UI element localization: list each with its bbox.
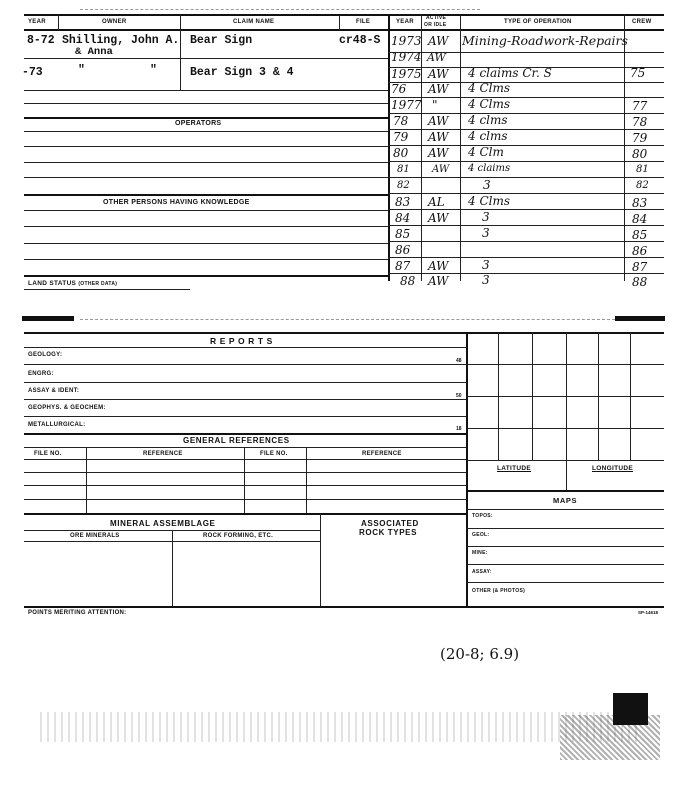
other-persons-line-3 xyxy=(24,243,388,244)
maps-label: MAPS xyxy=(553,496,578,505)
op-7-crew: 79 xyxy=(632,131,648,145)
other-persons-line-4 xyxy=(24,259,388,260)
op-10-year: 82 xyxy=(397,180,410,191)
ref-col-1 xyxy=(86,447,87,513)
other-persons-line-2 xyxy=(24,226,388,227)
owner-row-line-1 xyxy=(24,58,388,59)
grid-row-1 xyxy=(466,364,664,365)
maps-line-2 xyxy=(466,546,664,547)
report-num-48: 48 xyxy=(456,358,462,364)
op-1-year: 1973 xyxy=(391,34,422,48)
report-assay: ASSAY & IDENT: xyxy=(28,388,80,394)
op-14-crew: 86 xyxy=(632,244,648,258)
ops-line-14 xyxy=(388,257,664,258)
op-2-year: 1974 xyxy=(391,50,422,64)
owner-row-2-owner-ditto: " xyxy=(150,64,157,77)
report-line-5 xyxy=(24,433,466,435)
op-13-year: 85 xyxy=(395,227,411,241)
owner-row-1-owner: Shilling, John A. xyxy=(62,34,180,47)
ref-col-2 xyxy=(244,447,245,513)
op-3-year: 1975 xyxy=(391,67,422,81)
owner-row-1-file: cr48-S xyxy=(339,34,381,47)
ops-line-12 xyxy=(388,225,664,226)
ops-line-8 xyxy=(388,161,664,162)
report-metallurgical: METALLURGICAL: xyxy=(28,422,86,428)
header-year2: YEAR xyxy=(396,19,414,25)
op-3-crew: 75 xyxy=(630,66,646,80)
op-15-status: AW xyxy=(428,259,449,273)
operators-line-4 xyxy=(24,177,388,178)
scan-noise-top xyxy=(80,9,480,10)
lower-bottom-line xyxy=(24,606,664,608)
report-line-4 xyxy=(24,416,466,417)
op-13-crew: 85 xyxy=(632,228,648,242)
lower-top-line xyxy=(24,332,664,334)
punch-mark-right xyxy=(615,316,665,321)
op-5-crew: 77 xyxy=(632,99,648,113)
top-border xyxy=(24,14,664,16)
op-16-status: AW xyxy=(428,274,449,288)
maps-other: OTHER (& PHOTOS) xyxy=(472,588,526,594)
operators-top-line xyxy=(24,117,388,119)
operators-label: OPERATORS xyxy=(175,120,222,127)
op-3-type: 4 claims Cr. S xyxy=(468,66,552,80)
land-status-top-line xyxy=(24,275,388,277)
ref-header-line xyxy=(24,459,466,460)
op-4-year: 76 xyxy=(391,82,407,96)
owner-row-1-claim: Bear Sign xyxy=(190,34,253,47)
op-5-type: 4 Clms xyxy=(468,97,511,111)
ref-file-no-2: FILE NO. xyxy=(260,451,288,457)
grid-row-4 xyxy=(466,460,664,461)
op-9-year: 81 xyxy=(397,164,410,175)
op-6-status: AW xyxy=(428,114,449,128)
reports-label: R E P O R T S xyxy=(210,336,273,346)
maps-line-4 xyxy=(466,582,664,583)
header-owner: OWNER xyxy=(102,19,127,25)
header-or-idle: OR IDLE xyxy=(424,22,447,28)
ref-col-3 xyxy=(306,447,307,513)
report-geophys: GEOPHYS. & GEOCHEM: xyxy=(28,405,106,411)
maps-mine: MINE: xyxy=(472,550,488,556)
rock-forming-label: ROCK FORMING, ETC. xyxy=(203,533,274,539)
operators-line-2 xyxy=(24,146,388,147)
op-8-type: 4 Clm xyxy=(468,145,504,159)
op-9-crew: 81 xyxy=(636,164,649,175)
op-1-type: Mining-Roadwork-Repairs xyxy=(462,33,628,48)
ops-line-11 xyxy=(388,209,664,210)
op-7-year: 79 xyxy=(393,130,409,144)
land-status-label: LAND STATUS (OTHER DATA) xyxy=(28,280,118,287)
report-line-3 xyxy=(24,399,466,400)
ore-minerals-label: ORE MINERALS xyxy=(70,533,120,539)
owner-row-line-3 xyxy=(24,103,388,104)
land-status-underline xyxy=(24,289,190,290)
op-11-year: 83 xyxy=(395,195,411,209)
associated-label: ASSOCIATED xyxy=(361,519,419,528)
ref-reference-1: REFERENCE xyxy=(143,451,183,457)
ref-reference-2: REFERENCE xyxy=(362,451,402,457)
op-12-crew: 84 xyxy=(632,212,648,226)
maps-assay: ASSAY: xyxy=(472,569,492,575)
col-divider-year xyxy=(58,15,59,31)
op-8-crew: 80 xyxy=(632,147,648,161)
general-references-label: GENERAL REFERENCES xyxy=(183,436,290,445)
op-16-type: 3 xyxy=(482,273,490,287)
punch-mark-left xyxy=(22,316,74,321)
ref-line-3 xyxy=(24,499,466,500)
operators-line-3 xyxy=(24,162,388,163)
form-code: SP-14618 xyxy=(638,610,659,615)
op-4-status: AW xyxy=(428,82,449,96)
op-6-crew: 78 xyxy=(632,115,648,129)
ops-line-9 xyxy=(388,177,664,178)
maps-topos: TOPOS: xyxy=(472,513,493,519)
op-8-year: 80 xyxy=(393,146,409,160)
op-1-status: AW xyxy=(428,34,449,48)
header-year: YEAR xyxy=(28,19,46,25)
op-11-crew: 83 xyxy=(632,196,648,210)
ops-line-4 xyxy=(388,97,664,98)
ref-file-no-1: FILE NO. xyxy=(34,451,62,457)
rock-types-label: ROCK TYPES xyxy=(359,528,418,537)
mineral-col-divider xyxy=(172,530,173,606)
operators-line-1 xyxy=(24,131,388,132)
report-num-50: 50 xyxy=(456,393,462,399)
op-11-status: AL xyxy=(428,195,445,209)
op-11-type: 4 Clms xyxy=(468,194,511,208)
report-engrg: ENGRG: xyxy=(28,371,54,377)
owner-row-2-owner: " xyxy=(78,64,85,77)
op-15-type: 3 xyxy=(482,258,490,272)
latitude-label: LATITUDE xyxy=(497,465,532,472)
owner-row-2-year: -73 xyxy=(22,66,43,79)
col-divider-claim xyxy=(339,15,340,31)
points-meriting-label: POINTS MERITING ATTENTION: xyxy=(28,610,127,616)
header-active: ACTIVE xyxy=(426,15,447,21)
ops-line-13 xyxy=(388,241,664,242)
longitude-label: LONGITUDE xyxy=(592,465,633,472)
report-line-1 xyxy=(24,364,466,365)
grid-row-2 xyxy=(466,396,664,397)
header-claim-name: CLAIM NAME xyxy=(233,19,275,25)
assoc-divider xyxy=(320,513,321,606)
other-persons-label: OTHER PERSONS HAVING KNOWLEDGE xyxy=(103,199,250,206)
handwritten-note: (20-8; 6.9) xyxy=(440,645,520,663)
scan-noise-bottom xyxy=(40,712,640,742)
maps-top-line xyxy=(466,490,664,492)
op-12-status: AW xyxy=(428,211,449,225)
report-num-18: 18 xyxy=(456,426,462,432)
header-type-of-operation: TYPE OF OPERATION xyxy=(504,19,572,25)
header-crew: CREW xyxy=(632,19,652,25)
op-16-crew: 88 xyxy=(632,275,648,289)
maps-underline xyxy=(466,509,664,510)
op-7-status: AW xyxy=(428,130,449,144)
maps-geol: GEOL: xyxy=(472,532,490,538)
op-4-type: 4 Clms xyxy=(468,81,511,95)
ref-bottom-line xyxy=(24,513,466,515)
op-6-year: 78 xyxy=(393,114,409,128)
op-9-status: AW xyxy=(432,164,450,175)
header-underline xyxy=(24,29,664,31)
op-8-status: AW xyxy=(428,146,449,160)
op-12-year: 84 xyxy=(395,211,411,225)
owner-row-line-2 xyxy=(24,90,388,91)
op-5-status: " xyxy=(432,98,438,112)
op-2-status: AW xyxy=(427,51,446,64)
op-14-year: 86 xyxy=(395,243,411,257)
ref-line-2 xyxy=(24,485,466,486)
grid-row-3 xyxy=(466,428,664,429)
op-5-year: 1977 xyxy=(391,98,422,112)
op-6-type: 4 clms xyxy=(468,113,508,127)
gen-ref-underline xyxy=(24,447,466,448)
op-7-type: 4 clms xyxy=(468,129,508,143)
ops-line-10 xyxy=(388,193,664,194)
maps-line-1 xyxy=(466,528,664,529)
op-15-year: 87 xyxy=(395,259,411,273)
op-12-type: 3 xyxy=(482,210,490,224)
ref-line-1 xyxy=(24,472,466,473)
op-15-crew: 87 xyxy=(632,260,648,274)
report-line-2 xyxy=(24,382,466,383)
op-9-type: 4 claims xyxy=(468,163,511,174)
separator-dashes xyxy=(80,319,615,320)
other-persons-line-1 xyxy=(24,210,388,211)
owner-row-1-year: 8-72 xyxy=(27,34,55,47)
reports-underline xyxy=(24,347,466,348)
col-divider-owner xyxy=(180,15,181,90)
header-file: FILE xyxy=(356,19,371,25)
op-13-type: 3 xyxy=(482,226,490,240)
op-10-crew: 82 xyxy=(636,180,649,191)
op-16-year: 88 xyxy=(400,274,416,288)
owner-row-1-owner2: & Anna xyxy=(75,46,113,58)
op-10-type: 3 xyxy=(483,178,491,192)
corner-mark xyxy=(613,693,648,725)
grid-col-3 xyxy=(566,332,567,490)
other-persons-top-line xyxy=(24,194,388,196)
mineral-assemblage-label: MINERAL ASSEMBLAGE xyxy=(110,519,216,528)
owner-row-2-claim: Bear Sign 3 & 4 xyxy=(190,66,294,79)
report-geology: GEOLOGY: xyxy=(28,352,63,358)
op-3-status: AW xyxy=(428,67,449,81)
maps-line-3 xyxy=(466,564,664,565)
